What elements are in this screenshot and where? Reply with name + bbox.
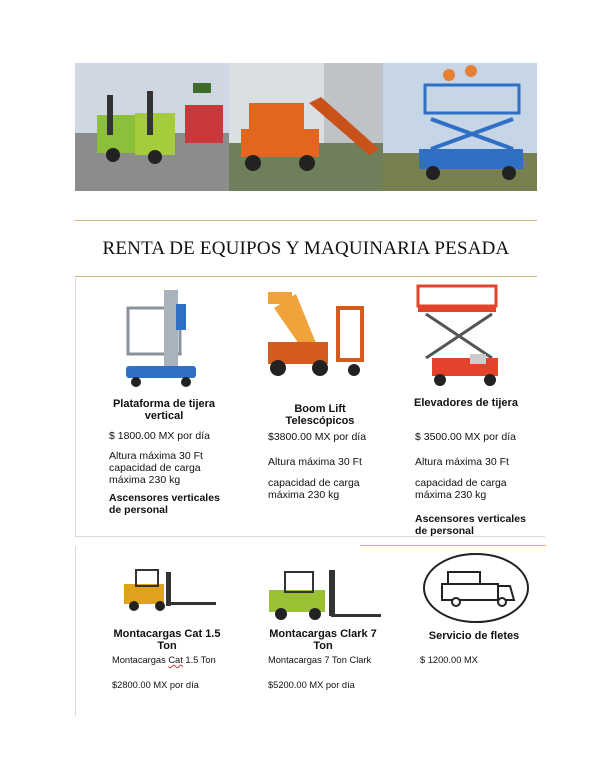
scissor-lift-photo — [383, 63, 537, 191]
box-border-left-2 — [75, 546, 76, 716]
scissor-lift-photo — [412, 282, 506, 391]
divider-top — [75, 220, 537, 221]
truck-icon — [420, 552, 532, 627]
product-price: $ 1800.00 MX por día — [109, 430, 210, 442]
forklift-photo — [75, 63, 229, 191]
product-name: Montacargas Clark 7 Ton — [269, 628, 377, 652]
accent-line — [360, 545, 546, 546]
product-price: $5200.00 MX por día — [268, 680, 355, 690]
product-name: Elevadores de tijera — [414, 397, 518, 409]
product-name: Montacargas Cat 1.5 Ton — [113, 628, 221, 652]
desc-suffix: 1.5 Ton — [185, 655, 216, 665]
product-desc-3: Ascensores verticales de personal — [415, 513, 526, 538]
product-name: Servicio de fletes — [428, 630, 520, 642]
product-name: Boom Lift Telescópicos — [285, 403, 355, 427]
box-border-left — [75, 278, 76, 536]
header-banner — [75, 63, 537, 191]
product-price: $ 1200.00 MX — [420, 655, 478, 665]
boom-lift-photo — [266, 290, 370, 385]
desc-prefix: Montacargas — [112, 655, 166, 665]
boom-lift-photo — [229, 63, 383, 191]
product-price: $2800.00 MX por día — [112, 680, 199, 690]
divider-bottom — [75, 276, 537, 277]
product-desc: Altura máxima 30 Ft capacidad de carga máxima 230 kg — [109, 450, 203, 487]
desc-brand: Cat — [168, 655, 183, 665]
product-price: $ 3500.00 MX por día — [415, 431, 516, 443]
product-desc-2: capacidad de carga máxima 230 kg — [268, 477, 360, 502]
forklift-photo — [263, 568, 383, 625]
product-desc: Montacargas 7 Ton Clark — [268, 655, 372, 665]
page-title: RENTA DE EQUIPOS Y MAQUINARIA PESADA — [102, 238, 510, 259]
vertical-lift-photo — [120, 286, 210, 393]
product-name: Plataforma de tijera vertical — [112, 398, 216, 422]
product-desc — [112, 655, 222, 666]
product-desc-2: Ascensores verticales de personal — [109, 492, 220, 517]
product-price: $3800.00 MX por día — [268, 431, 367, 443]
product-desc-2: capacidad de carga máxima 230 kg — [415, 477, 507, 502]
product-desc: Altura máxima 30 Ft — [415, 456, 509, 468]
forklift-photo — [108, 568, 220, 615]
product-desc: Altura máxima 30 Ft — [268, 456, 362, 468]
